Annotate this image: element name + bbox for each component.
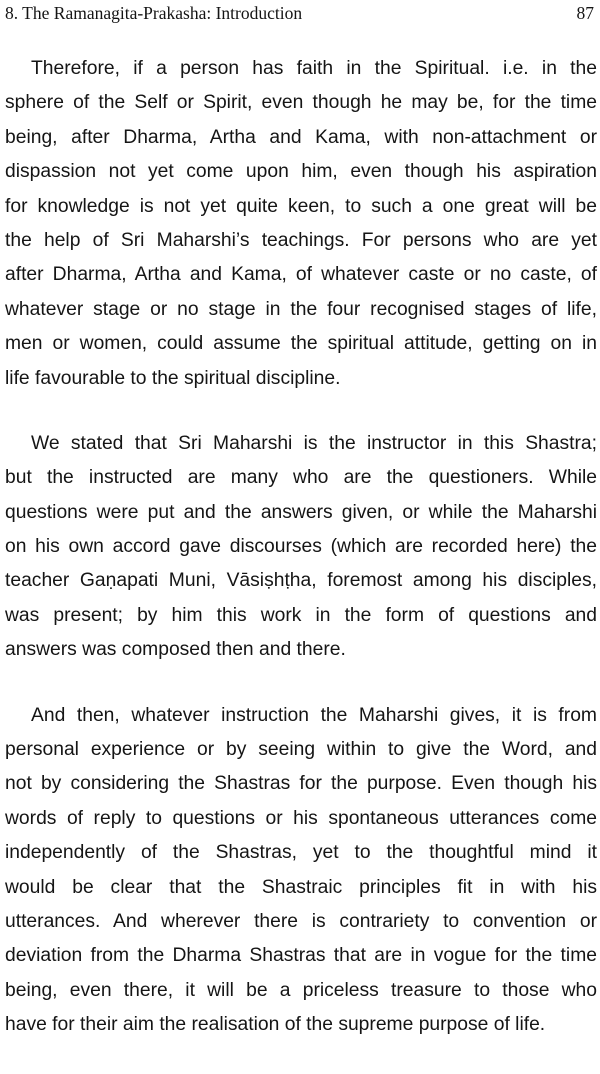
text-line: And then, whatever instruction the Maharshi gives, it is from: [31, 704, 597, 726]
text-line: being, after Dharma, Artha and Kama, with non-attachment or: [5, 126, 597, 148]
text-line: after Dharma, Artha and Kama, of whatever caste or no caste, of: [5, 264, 597, 286]
text-line: was present; by him this work in the form of questions and: [5, 604, 597, 626]
paragraph-2: [5, 427, 597, 668]
text-line: the help of Sri Maharshi’s teachings. For persons who are yet: [5, 229, 597, 251]
text-line: questions were put and the answers given, or while the Maharshi: [5, 501, 597, 523]
text-line: life favourable to the spiritual discipline.: [5, 367, 341, 389]
text-line: teacher Gaṇapati Muni, Vāsiṣhṭha, foremost among his disciples,: [5, 570, 597, 592]
text-line: being, even there, it will be a priceless treasure to those who: [5, 979, 597, 1001]
text-line: have for their aim the realisation of the supreme purpose of life.: [5, 1014, 546, 1036]
text-line: deviation from the Dharma Shastras that are in vogue for the time: [5, 945, 597, 967]
text-line: personal experience or by seeing within to give the Word, and: [5, 739, 597, 761]
text-line: dispassion not yet come upon him, even though his aspiration: [5, 161, 597, 183]
paragraph-1: [5, 52, 597, 396]
text-line: utterances. And wherever there is contrariety to convention or: [5, 910, 597, 932]
page-number: 87: [576, 3, 594, 23]
text-line: independently of the Shastras, yet to the thoughtful mind it: [5, 842, 597, 864]
running-header: [5, 0, 594, 26]
page-body: [5, 52, 597, 1074]
text-line: not by considering the Shastras for the purpose. Even though his: [5, 773, 597, 795]
text-line: men or women, could assume the spiritual attitude, getting on in: [5, 333, 597, 355]
text-line: answers was composed then and there.: [5, 639, 346, 661]
text-line: would be clear that the Shastraic principles fit in with his: [5, 876, 597, 898]
paragraph-3: [5, 699, 597, 1043]
text-line: but the instructed are many who are the questioners. While: [5, 467, 597, 489]
text-line: words of reply to questions or his spontaneous utterances come: [5, 807, 597, 829]
text-line: on his own accord gave discourses (which are recorded here) the: [5, 536, 597, 558]
chapter-title: 8. The Ramanagita-Prakasha: Introduction: [5, 3, 303, 23]
text-line: for knowledge is not yet quite keen, to such a one great will be: [5, 195, 597, 217]
text-line: Therefore, if a person has faith in the Spiritual. i.e. in the: [31, 58, 597, 79]
text-line: whatever stage or no stage in the four recognised stages of life,: [5, 298, 597, 320]
text-line: We stated that Sri Maharshi is the instructor in this Shastra;: [31, 432, 597, 454]
text-line: sphere of the Self or Spirit, even though he may be, for the time: [5, 92, 597, 114]
